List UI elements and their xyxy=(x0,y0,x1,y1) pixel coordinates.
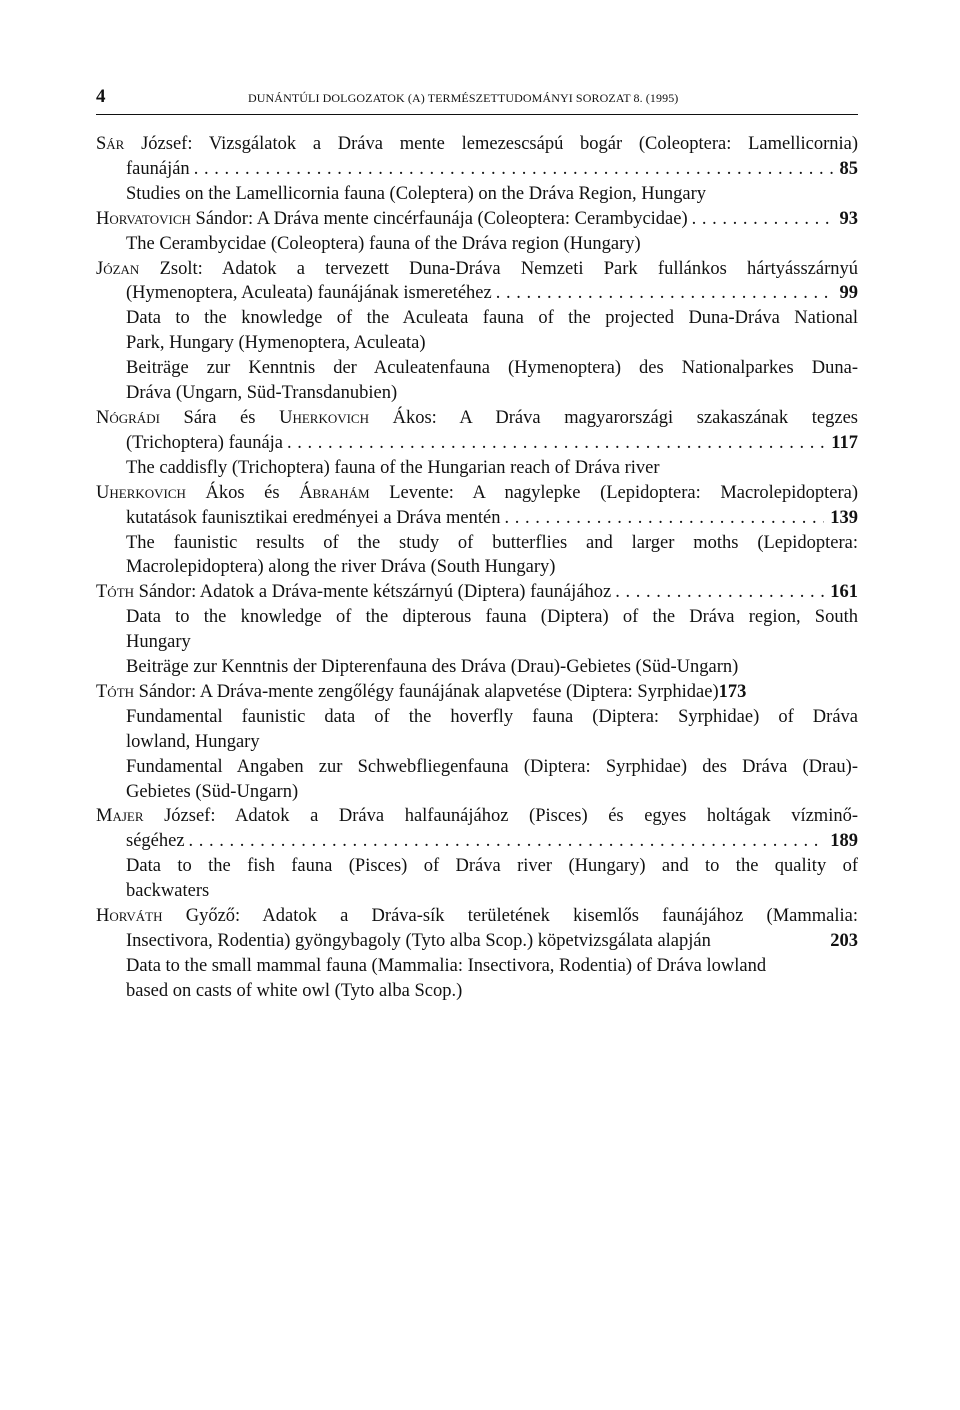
toc-entry xyxy=(96,680,858,805)
translation-line: Beiträge zur Kenntnis der Dipterenfauna des Dráva (Drau)-Gebietes (Süd-Ungarn) xyxy=(126,657,739,678)
author-name: Horvatovich xyxy=(96,208,191,229)
title-text: (Hymenoptera, Aculeata) faunájának ismeretéhez xyxy=(126,283,492,304)
translation-line: Data to the knowledge of the dipterous fauna (Diptera) of the Dráva region, South xyxy=(126,607,858,628)
author-name: Józan xyxy=(96,258,140,279)
entry-leader-line xyxy=(96,580,858,605)
author-name: Tóth xyxy=(96,582,135,603)
dot-leader xyxy=(500,506,824,531)
author-name: Ábrahám xyxy=(299,482,370,503)
toc-entry xyxy=(96,257,858,406)
author-name: Uherkovich xyxy=(96,482,186,503)
author-name: Nógrádi xyxy=(96,407,160,428)
toc-entry xyxy=(96,406,858,481)
toc-entry xyxy=(96,207,858,257)
title-text: Sándor: A Dráva-mente zengőlégy faunájának alapvetése (Diptera: Syrphidae) xyxy=(134,681,719,702)
table-of-contents xyxy=(96,132,858,1004)
page-ref: 139 xyxy=(830,507,858,528)
translation-line: Fundamental Angaben zur Schwebfliegenfauna (Diptera: Syrphidae) des Dráva (Drau)- xyxy=(126,756,858,777)
title-text: József: Adatok a Dráva halfaunájához (Pisces) és egyes holtágak vízminő- xyxy=(143,806,858,827)
toc-entry xyxy=(96,580,858,680)
translation-line: Dráva (Ungarn, Süd-Transdanubien) xyxy=(126,383,398,404)
page-ref: 85 xyxy=(839,158,858,179)
entry-title-line xyxy=(96,132,858,157)
author-name: Tóth xyxy=(96,681,135,702)
page-ref: 93 xyxy=(839,208,858,229)
title-text: Ákos és xyxy=(185,482,300,503)
title-text: Sára és xyxy=(159,407,280,428)
toc-entry xyxy=(96,132,858,207)
translation-line: Data to the knowledge of the Aculeata fauna of the projected Duna-Dráva National xyxy=(126,308,858,329)
title-text: Insectivora, Rodentia) gyöngybagoly (Tyto alba Scop.) köpetvizsgálata alapján xyxy=(126,931,711,951)
toc-entry xyxy=(96,904,858,1004)
page-number: 4 xyxy=(96,86,106,107)
running-head: DUNÁNTÚLI DOLGOZATOK (A) TERMÉSZETTUDOMÁNYI SOROZAT 8. (1995) xyxy=(248,91,679,105)
entry-title-line xyxy=(96,904,858,929)
title-text: kutatások faunisztikai eredményei a Dráva mentén xyxy=(126,507,501,528)
title-text: Zsolt: Adatok a tervezett Duna-Dráva Nemzeti Park fullánkos hártyásszárnyú xyxy=(139,258,858,279)
author-name: Uherkovich xyxy=(279,407,369,428)
dot-leader xyxy=(283,431,825,456)
translation-line: Beiträge zur Kenntnis der Aculeatenfauna (Hymenoptera) des Nationalparkes Duna- xyxy=(126,358,858,379)
translation-line: The Cerambycidae (Coleoptera) fauna of the Dráva region (Hungary) xyxy=(126,233,641,254)
author-name: Sár xyxy=(96,134,125,154)
translation-line: Studies on the Lamellicornia fauna (Coleptera) on the Dráva Region, Hungary xyxy=(126,183,706,204)
dot-leader xyxy=(688,207,834,232)
translation-line: Macrolepidoptera) along the river Dráva (South Hungary) xyxy=(126,557,556,578)
translation-line: Data to the small mammal fauna (Mammalia: Insectivora, Rodentia) of Dráva lowland xyxy=(126,955,767,976)
translation-line: Fundamental faunistic data of the hoverfly fauna (Diptera: Syrphidae) of Dráva xyxy=(126,706,858,727)
page-ref: 203 xyxy=(830,931,858,951)
toc-entry xyxy=(96,804,858,904)
translation-line: lowland, Hungary xyxy=(126,731,260,752)
translation-line: Data to the fish fauna (Pisces) of Dráva river (Hungary) and to the quality of xyxy=(126,856,858,877)
entry-title-line xyxy=(96,257,858,282)
translation-line: backwaters xyxy=(126,881,210,902)
title-text: Győző: Adatok a Dráva-sík területének kisemlős faunájához (Mammalia: xyxy=(162,906,858,927)
author-name: Horváth xyxy=(96,906,163,927)
page-ref: 161 xyxy=(830,582,858,603)
dot-leader xyxy=(611,580,824,605)
title-text: József: Vizsgálatok a Dráva mente lemezescsápú bogár (Coleoptera: Lamellicornia) xyxy=(124,134,858,154)
translation-line: The faunistic results of the study of butterflies and larger moths (Lepidoptera: xyxy=(126,532,858,553)
toc-entry xyxy=(96,481,858,581)
entry-leader-line xyxy=(96,157,858,182)
title-text: Sándor: Adatok a Dráva-mente kétszárnyú (Diptera) faunájához xyxy=(134,582,612,603)
translation-line: The caddisfly (Trichoptera) fauna of the Hungarian reach of Dráva river xyxy=(126,457,660,478)
dot-leader xyxy=(492,281,834,306)
header-rule xyxy=(96,114,858,115)
entry-leader-line xyxy=(96,431,858,456)
title-text: Sándor: A Dráva mente cincérfaunája (Coleoptera: Cerambycidae) xyxy=(190,208,688,229)
entry-leader-line xyxy=(96,506,858,531)
page-ref: 189 xyxy=(830,831,858,852)
entry-leader-line xyxy=(96,207,858,232)
dot-leader-spacer xyxy=(711,929,824,954)
translation-line: Gebietes (Süd-Ungarn) xyxy=(126,781,299,802)
entry-title-line xyxy=(96,481,858,506)
entry-title-line xyxy=(96,804,858,829)
dot-leader xyxy=(185,829,825,854)
dot-leader xyxy=(190,157,834,182)
page-ref: 99 xyxy=(839,283,858,304)
title-text: ségéhez xyxy=(126,831,185,852)
title-text: Ákos: A Dráva magyarországi szakaszának tegzes xyxy=(369,407,858,428)
title-text: Levente: A nagylepke (Lepidoptera: Macrolepidoptera) xyxy=(369,482,858,503)
title-text: faunáján xyxy=(126,158,190,179)
entry-leader-line xyxy=(96,929,858,954)
title-text: (Trichoptera) faunája xyxy=(126,432,284,453)
entry-leader-line xyxy=(96,829,858,854)
page-ref: 173 xyxy=(718,681,747,702)
entry-title-line xyxy=(96,680,858,705)
author-name: Majer xyxy=(96,806,144,827)
page-ref: 117 xyxy=(831,432,858,453)
entry-title-line xyxy=(96,406,858,431)
entry-leader-line xyxy=(96,281,858,306)
translation-line: based on casts of white owl (Tyto alba Scop.) xyxy=(126,980,463,1001)
translation-line: Hungary xyxy=(126,632,191,653)
translation-line: Park, Hungary (Hymenoptera, Aculeata) xyxy=(126,333,426,354)
